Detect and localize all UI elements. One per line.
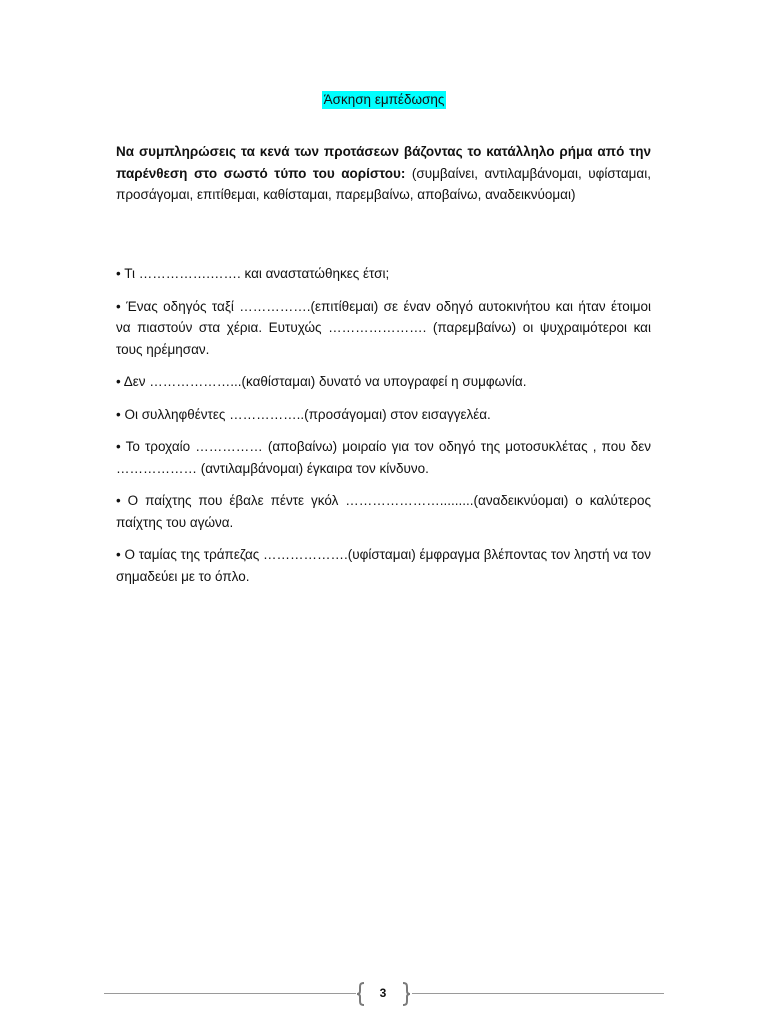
exercise-item-6: • Ο παίχτης που έβαλε πέντε γκόλ ………………….........(αναδεικνύομαι) ο καλύτερος παίχτης του αγώνα. — [116, 493, 651, 530]
title-container — [0, 91, 768, 109]
exercise-item-2: • Ένας οδηγός ταξί …………….(επιτίθεμαι) σε έναν οδηγό αυτοκινήτου και ήταν έτοιμοι να πιαστούν στα χέρια. Ευτυχώς …………………. (παρεμβαίνω) οι ψυχραιμότεροι και τους ηρέμησαν. — [116, 298, 651, 357]
left-brace-ornament — [356, 982, 366, 1006]
exercise-item-7: • Ο ταμίας της τράπεζας ……………….(υφίσταμαι) έμφραγμα βλέποντας τον ληστή να τον σημαδεύει με το όπλο. — [116, 547, 651, 584]
exercise-list — [116, 263, 651, 598]
instructions-bold-text: Να συμπληρώσεις τα κενά των προτάσεων βάζοντας το κατάλληλο ρήμα από την παρένθεση στο σωστό τύπο του αορίστου: — [116, 144, 651, 181]
page-number: 3 — [379, 986, 387, 1000]
instructions-verb-list: (συμβαίνει, αντιλαμβάνομαι, υφίσταμαι, προσάγομαι, επιτίθεμαι, καθίσταμαι, παρεμβαίνω, αποβαίνω, αναδεικνύομαι) — [116, 165, 651, 202]
exercise-item-4: • Οι συλληφθέντες ……………..(προσάγομαι) στον εισαγγελέα. — [116, 406, 491, 422]
footer-rule-right — [412, 993, 664, 994]
instructions-paragraph — [116, 141, 651, 206]
right-brace-ornament — [401, 982, 411, 1006]
exercise-title: Άσκηση εμπέδωσης — [323, 92, 445, 107]
exercise-item-5: • Το τροχαίο …………… (αποβαίνω) μοιραίο για τον οδηγό της μοτοσυκλέτας , που δεν ……………… (αντιλαμβάνομαι) έγκαιρα τον κίνδυνο. — [116, 439, 651, 476]
footer-rule-left — [104, 993, 356, 994]
exercise-item-3: • Δεν ………………...(καθίσταμαι) δυνατό να υπογραφεί η συμφωνία. — [116, 374, 527, 389]
exercise-item-1: • Τι …………….……. και αναστατώθηκες έτσι; — [116, 266, 390, 281]
